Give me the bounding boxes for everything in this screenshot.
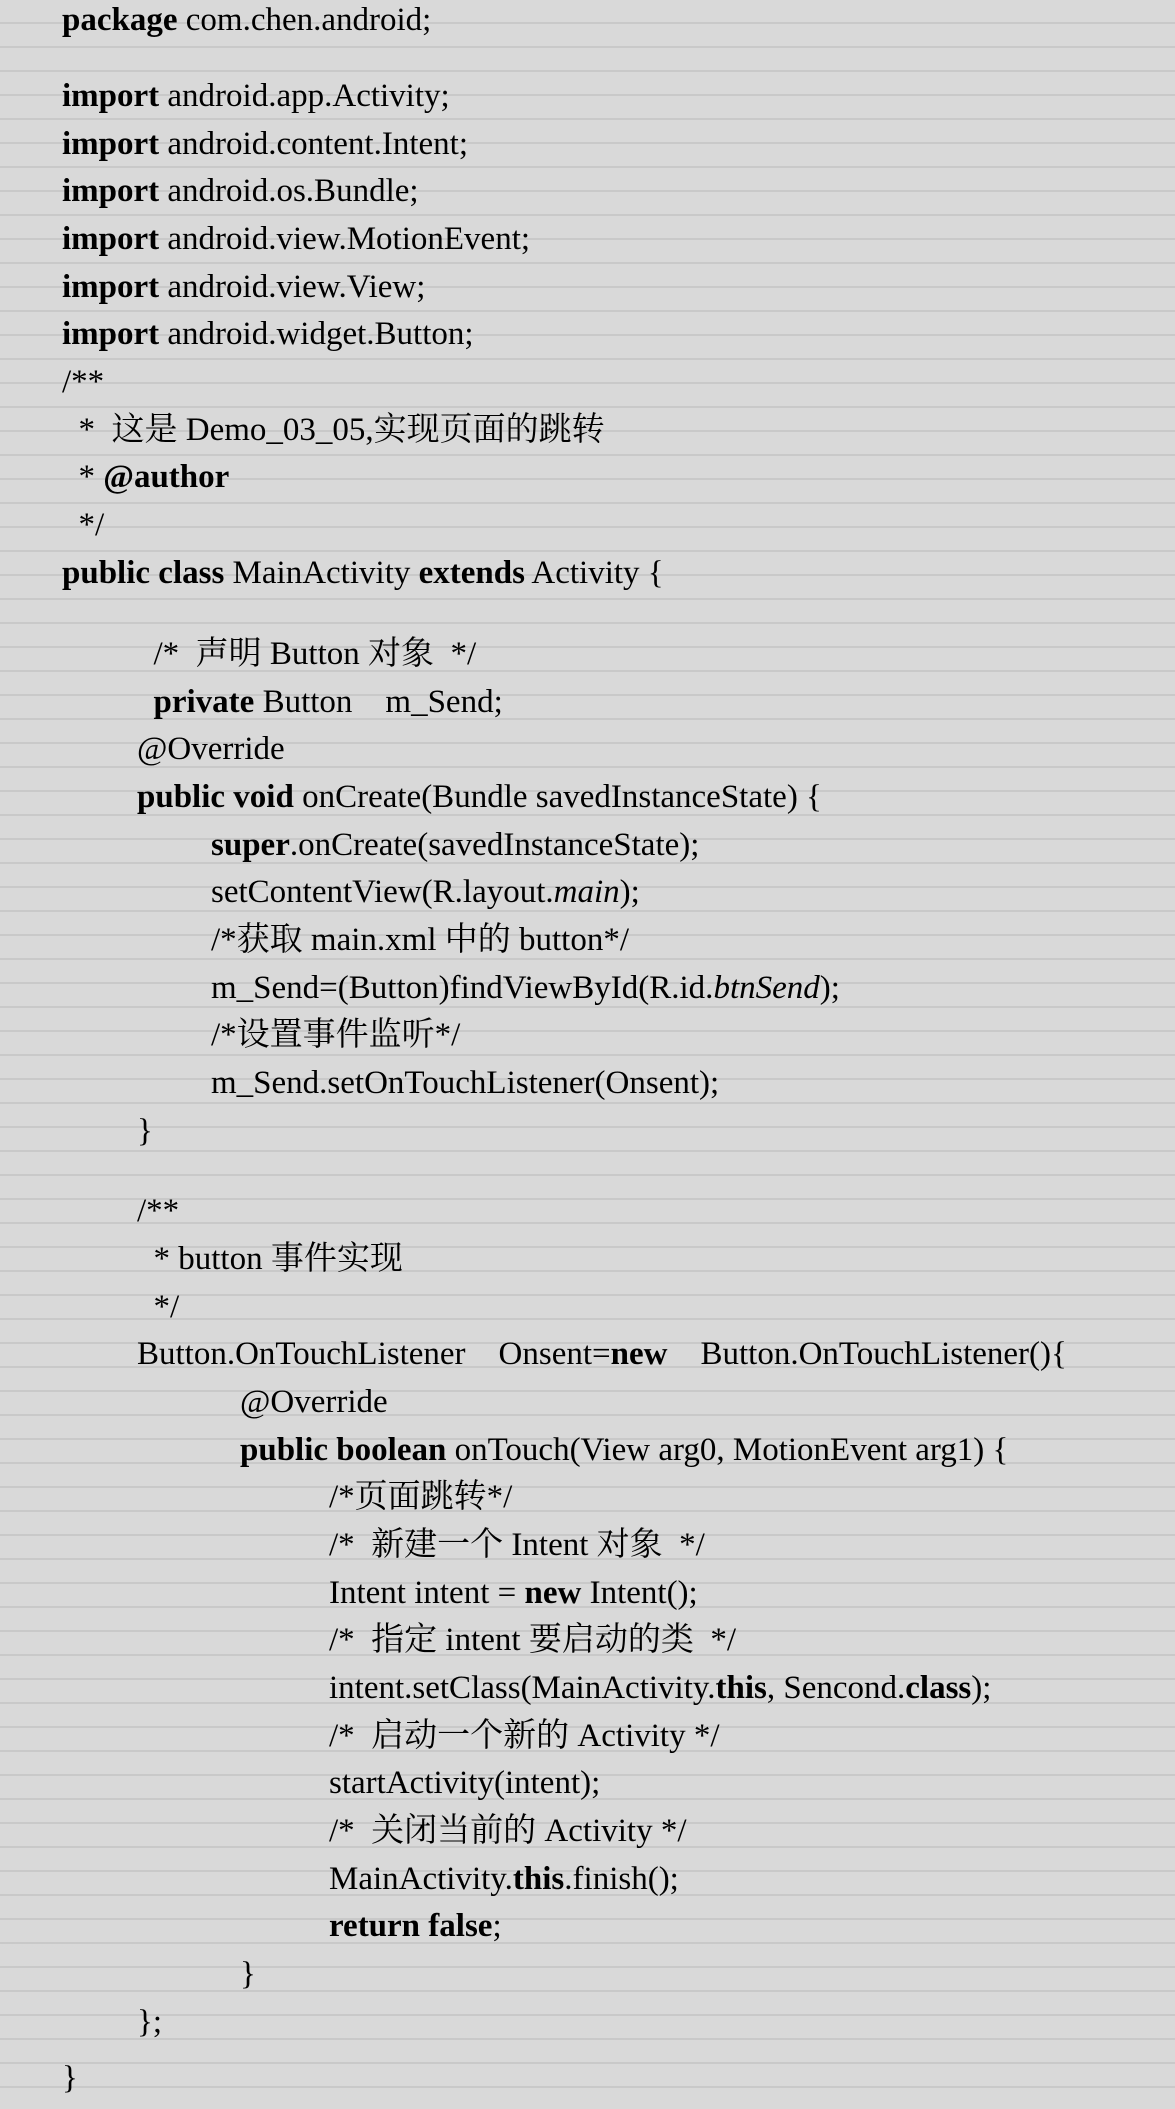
code-keyword: class — [158, 555, 225, 591]
code-line — [240, 1382, 388, 1422]
code-line — [329, 1763, 600, 1803]
code-text: /* 指定 intent 要启动的类 */ — [329, 1622, 736, 1658]
code-text: android.view.MotionEvent; — [159, 221, 531, 257]
code-line — [62, 410, 605, 450]
code-text: com.chen.android; — [177, 2, 432, 38]
code-line — [211, 1063, 719, 1103]
code-line — [137, 1334, 1067, 1374]
code-text: MainActivity — [224, 555, 419, 591]
code-line — [137, 634, 476, 674]
code-keyword: import — [62, 269, 160, 305]
code-text: onTouch(View arg0, MotionEvent arg1) { — [446, 1432, 1009, 1468]
code-line — [62, 457, 229, 497]
code-identifier: main — [553, 874, 620, 910]
code-text: * — [62, 459, 104, 495]
code-line — [62, 0, 431, 40]
code-text: /* 新建一个 Intent 对象 */ — [329, 1527, 705, 1563]
code-line — [211, 872, 640, 912]
code-line — [329, 1668, 991, 1708]
code-text: * 这是 Demo_03_05,实现页面的跳转 — [62, 412, 605, 448]
code-text — [137, 684, 154, 720]
code-text: * button 事件实现 — [137, 1241, 403, 1277]
code-keyword: new — [610, 1336, 668, 1372]
code-text: /* 启动一个新的 Activity */ — [329, 1718, 720, 1754]
code-keyword: public — [240, 1432, 329, 1468]
code-line — [62, 2058, 78, 2098]
code-line — [137, 1191, 179, 1231]
code-keyword: import — [62, 78, 160, 114]
code-line — [329, 1477, 512, 1517]
code-text: @Override — [137, 731, 285, 767]
code-text: /*设置事件监听*/ — [211, 1017, 461, 1053]
code-text: */ — [137, 1289, 180, 1325]
code-text: */ — [62, 507, 105, 543]
code-identifier: btnSend — [713, 970, 820, 1006]
code-keyword: private — [153, 684, 255, 720]
code-line — [329, 1859, 679, 1899]
code-keyword: return — [329, 1908, 421, 1944]
code-text: intent.setClass(MainActivity. — [329, 1670, 716, 1706]
code-text: android.os.Bundle; — [159, 173, 419, 209]
code-line — [329, 1620, 736, 1660]
code-text: ); — [819, 970, 840, 1006]
code-text: Button m_Send; — [254, 684, 503, 720]
code-text: android.view.View; — [159, 269, 426, 305]
code-line — [240, 1430, 1008, 1470]
code-line — [329, 1716, 720, 1756]
code-text: Button.OnTouchListener(){ — [667, 1336, 1067, 1372]
code-line — [62, 314, 474, 354]
code-text: ); — [619, 874, 640, 910]
code-text: MainActivity. — [329, 1861, 513, 1897]
code-text: android.content.Intent; — [159, 126, 468, 162]
code-text: /*页面跳转*/ — [329, 1479, 513, 1515]
code-line — [329, 1573, 698, 1613]
code-line — [137, 1287, 179, 1327]
code-keyword: import — [62, 126, 160, 162]
code-line — [137, 682, 503, 722]
code-text: setContentView(R.layout. — [211, 874, 554, 910]
code-text: /* 关闭当前的 Activity */ — [329, 1813, 687, 1849]
code-text: } — [62, 2060, 78, 2096]
code-line — [329, 1906, 502, 1946]
code-text: /** — [62, 364, 105, 400]
code-keyword: package — [62, 2, 178, 38]
code-keyword: new — [524, 1575, 582, 1611]
code-text: m_Send=(Button)findViewById(R.id. — [211, 970, 714, 1006]
code-keyword: boolean — [336, 1432, 447, 1468]
code-text: Button.OnTouchListener Onsent= — [137, 1336, 611, 1372]
code-keyword: @author — [103, 459, 230, 495]
code-keyword: import — [62, 221, 160, 257]
code-line — [211, 1015, 460, 1055]
code-text: } — [137, 1113, 153, 1149]
code-line — [137, 2002, 162, 2042]
code-line — [137, 1239, 403, 1279]
code-line — [62, 553, 664, 593]
code-line — [137, 777, 822, 817]
code-line — [62, 219, 530, 259]
code-keyword: void — [233, 779, 294, 815]
code-text: , Sencond. — [766, 1670, 906, 1706]
code-keyword: class — [905, 1670, 972, 1706]
code-text: m_Send.setOnTouchListener(Onsent); — [211, 1065, 720, 1101]
code-keyword: extends — [418, 555, 525, 591]
code-line — [137, 1111, 153, 1151]
code-line — [62, 76, 450, 116]
code-line — [62, 362, 104, 402]
code-text: @Override — [240, 1384, 388, 1420]
code-keyword: false — [428, 1908, 493, 1944]
code-text: Intent intent = — [329, 1575, 525, 1611]
code-keyword: import — [62, 173, 160, 209]
code-line — [62, 171, 419, 211]
code-text: Intent(); — [581, 1575, 698, 1611]
code-text: }; — [137, 2004, 163, 2040]
code-text: .finish(); — [564, 1861, 679, 1897]
code-line — [211, 920, 629, 960]
code-keyword: this — [512, 1861, 565, 1897]
code-text: ); — [971, 1670, 992, 1706]
code-text: Activity { — [524, 555, 664, 591]
code-text: } — [240, 1956, 256, 1992]
code-keyword: public — [137, 779, 226, 815]
code-line — [329, 1525, 705, 1565]
code-line — [211, 825, 699, 865]
code-keyword: this — [715, 1670, 767, 1706]
code-line — [62, 267, 425, 307]
code-line — [211, 968, 840, 1008]
code-keyword: super — [211, 827, 290, 863]
code-text: /*获取 main.xml 中的 button*/ — [211, 922, 629, 958]
code-text: startActivity(intent); — [329, 1765, 601, 1801]
code-line — [137, 729, 285, 769]
code-line — [62, 505, 104, 545]
code-line — [62, 124, 468, 164]
code-line — [329, 1811, 687, 1851]
code-text: android.app.Activity; — [159, 78, 450, 114]
code-text: .onCreate(savedInstanceState); — [289, 827, 700, 863]
code-text: ; — [492, 1908, 502, 1944]
code-text: /** — [137, 1193, 180, 1229]
code-text: /* 声明 Button 对象 */ — [137, 636, 477, 672]
code-line — [240, 1954, 256, 1994]
code-keyword: public — [62, 555, 151, 591]
code-keyword: import — [62, 316, 160, 352]
code-text: onCreate(Bundle savedInstanceState) { — [293, 779, 822, 815]
code-text: android.widget.Button; — [159, 316, 474, 352]
